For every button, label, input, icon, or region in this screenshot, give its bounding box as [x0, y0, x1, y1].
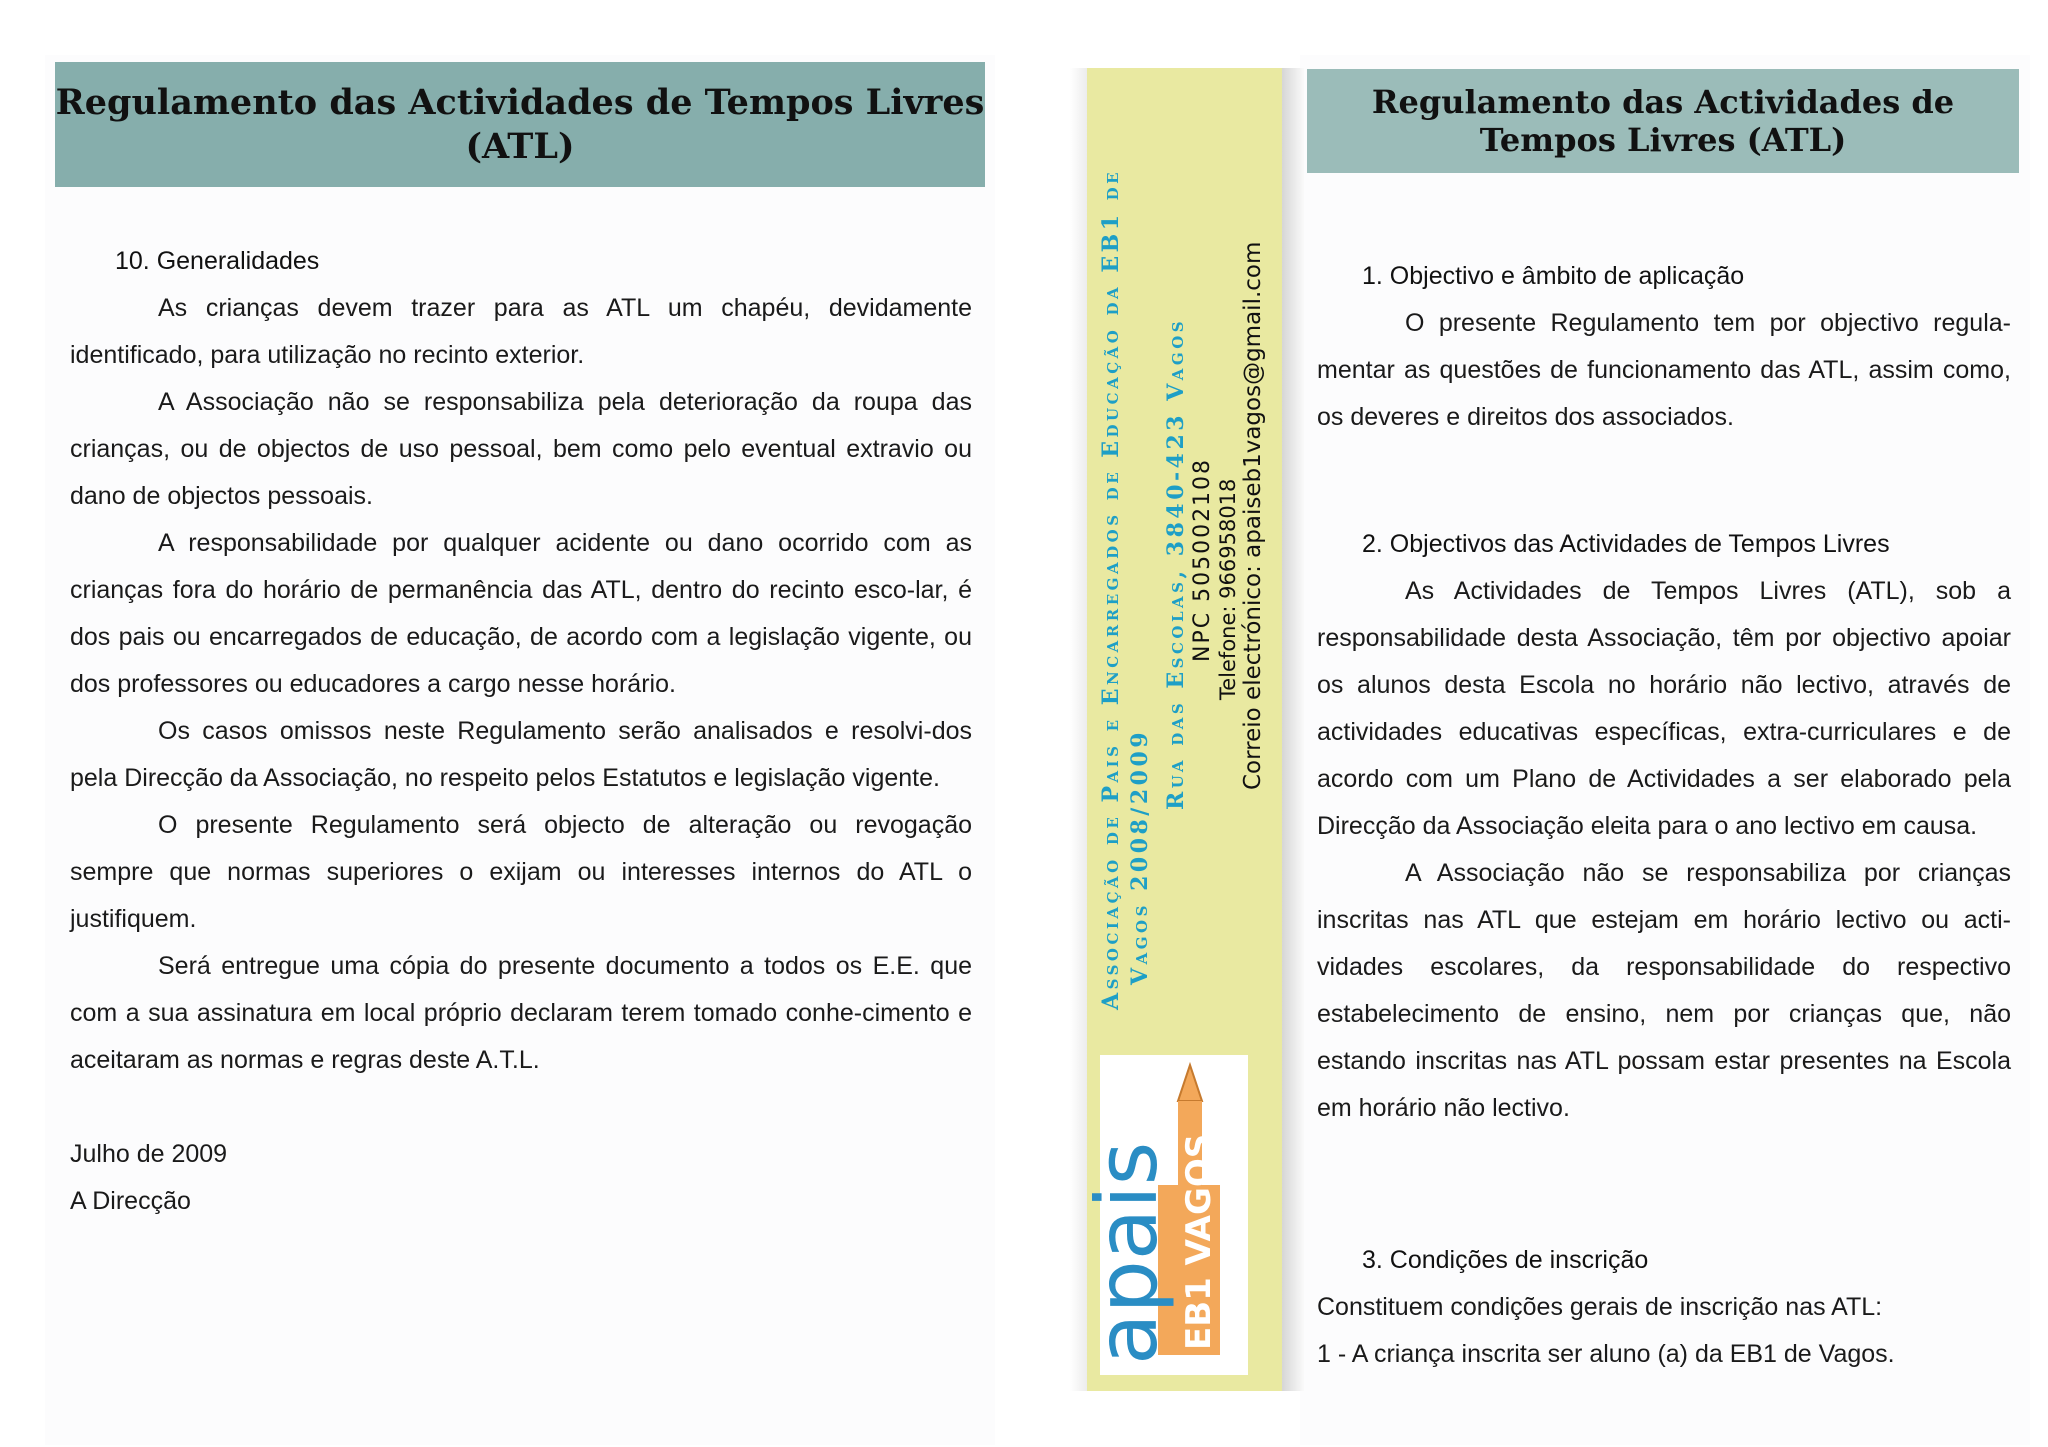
- spine-shadow: [1282, 68, 1304, 1391]
- signature: A Direcção: [70, 1187, 191, 1215]
- paragraph: Os casos omissos neste Regulamento serão analisados e resolvi-dos pela Direcção da Associação, no respeito pelos Estatutos e legislação vigente.: [70, 717, 972, 792]
- section-title: 1. Objectivo e âmbito de aplicação: [1362, 262, 1745, 290]
- association-name: Associação de Pais e Encarregados de Educação da EB1 de: [1098, 168, 1124, 1010]
- paragraph: A responsabilidade por qualquer acidente ou dano ocorrido com as crianças fora do horário de permanência das ATL, dentro do recinto esco-lar, é dos pais ou encarregados de educação, de acordo com a legislação vigente, ou dos professores ou educadores a cargo nesse horário.: [70, 529, 972, 698]
- association-email: Correio electrónico: apaiseb1vagos@gmail.com: [1240, 241, 1266, 790]
- right-page-body: [1317, 253, 2011, 1378]
- paragraph: A Associação não se responsabiliza por crianças inscritas nas ATL que estejam em horário lectivo ou acti-vidades escolares, da responsabilidade do respectivo estabelecimento de ensino, nem por crianças que, não estando inscritas nas ATL possam estar presentes na Escola em horário não lectivo.: [1317, 859, 2011, 1122]
- left-page-title: Regulamento das Actividades de Tempos Livres (ATL): [55, 81, 985, 167]
- apais-logo: [1078, 1055, 1248, 1375]
- paragraph: O presente Regulamento tem por objectivo regula-mentar as questões de funcionamento das ATL, assim como, os deveres e direitos dos associados.: [1317, 309, 2011, 431]
- paragraph: A Associação não se responsabiliza pela deterioração da roupa das crianças, ou de objectos de uso pessoal, bem como pelo eventual extravio ou dano de objectos pessoais.: [70, 388, 972, 510]
- list-item: 1 - A criança inscrita ser aluno (a) da EB1 de Vagos.: [1317, 1340, 1895, 1368]
- section-title: 10. Generalidades: [115, 247, 320, 275]
- association-phone: Telefone: 966958018: [1216, 478, 1240, 700]
- association-year: Vagos 2008/2009: [1127, 728, 1153, 985]
- section-title: 2. Objectivos das Actividades de Tempos Livres: [1362, 530, 1890, 558]
- apais-logo-graphic: [1078, 1055, 1248, 1375]
- right-page-title: Regulamento das Actividades de Tempos Livres (ATL): [1371, 83, 1955, 159]
- paragraph: As Actividades de Tempos Livres (ATL), sob a responsabilidade desta Associação, têm por objectivo apoiar os alunos desta Escola no horário não lectivo, através de actividades educativas específicas, extra-curriculares e de acordo com um Plano de Actividades a ser elaborado pela Direcção da Associação eleita para o ano lectivo em causa.: [1317, 577, 2011, 840]
- logo-word: apais: [1078, 1141, 1176, 1365]
- document-date: Julho de 2009: [70, 1140, 228, 1168]
- paragraph: As crianças devem trazer para as ATL um chapéu, devidamente identificado, para utilização no recinto exterior.: [70, 294, 972, 369]
- association-npc: NPC 505002108: [1190, 457, 1215, 662]
- paragraph: Constituem condições gerais de inscrição nas ATL:: [1317, 1293, 1883, 1321]
- paragraph: Será entregue uma cópia do presente documento a todos os E.E. que com a sua assinatura em local próprio declaram terem tomado conhe-cimento e aceitaram as normas e regras deste A.T.L.: [70, 952, 972, 1074]
- section-title: 3. Condições de inscrição: [1362, 1246, 1649, 1274]
- left-page-header: [55, 62, 985, 187]
- logo-subtitle: EB1 VAGOS: [1179, 1133, 1219, 1350]
- paragraph: O presente Regulamento será objecto de alteração ou revogação sempre que normas superiores o exijam ou interesses internos do ATL o justifiquem.: [70, 811, 972, 933]
- association-address: Rua das Escolas, 3840-423 Vagos: [1163, 317, 1189, 810]
- right-page-header: [1307, 69, 2019, 173]
- left-page-body: [70, 238, 972, 1225]
